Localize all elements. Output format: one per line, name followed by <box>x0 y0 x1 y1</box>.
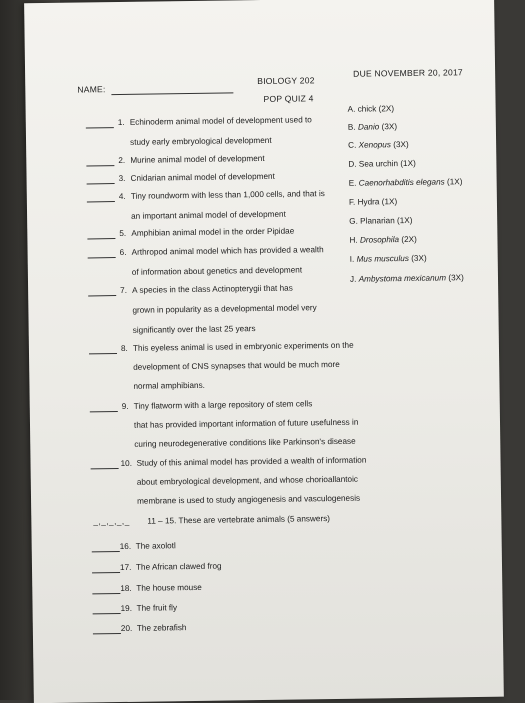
answer-blank-10 <box>91 468 119 469</box>
question-number: 16. <box>119 541 132 552</box>
question-text: about embryological development, and whose chorioallantoic <box>136 474 359 487</box>
choice-count: (2X) <box>378 104 395 114</box>
choice-name: Planarian <box>360 216 395 226</box>
question-text: Study of this animal model has provided a wealth of information <box>136 455 367 468</box>
question-text: Murine animal model of development <box>130 153 265 165</box>
answer-blank-6 <box>88 257 116 258</box>
choice-count: (1X) <box>381 197 398 207</box>
choice-letter: B. <box>347 122 356 132</box>
answer-blank-5 <box>87 238 115 239</box>
question-text: Tiny roundworm with less than 1,000 cells, and that is <box>130 189 325 201</box>
answer-blank-20 <box>93 633 121 634</box>
choice-item <box>349 216 412 226</box>
name-blank <box>111 92 233 95</box>
question-text: membrane is used to study angiogenesis and vasculogenesis <box>137 493 361 506</box>
question-number: 5. <box>119 228 127 239</box>
choice-count: (1X) <box>396 215 413 226</box>
choice-name: Xenopus <box>358 140 391 150</box>
answer-blank-7 <box>88 295 116 296</box>
question-text: grown in popularity as a developmental model very <box>132 303 317 315</box>
answer-blank-1 <box>86 127 114 128</box>
question-text: The zebrafish <box>136 623 187 633</box>
choice-item <box>349 197 397 207</box>
question-number: 7. <box>120 285 128 295</box>
choice-name: Hydra <box>357 197 380 207</box>
choice-item <box>349 177 463 188</box>
choice-name: Ambystoma mexicanum <box>358 273 447 284</box>
question-text: Cnidarian animal model of development <box>130 171 275 183</box>
question-number: 2. <box>118 155 126 166</box>
choice-count: (1X) <box>400 158 416 169</box>
choice-count: (3X) <box>393 139 409 150</box>
question-text: significantly over the last 25 years <box>132 324 256 335</box>
answer-blank-16 <box>92 551 120 552</box>
choice-letter: C. <box>348 140 357 150</box>
question-text: The house mouse <box>136 582 202 593</box>
question-number: 10. <box>120 458 133 469</box>
quiz-sheet <box>24 0 504 703</box>
choice-letter: F. <box>348 197 356 207</box>
name-label: NAME: <box>77 84 106 95</box>
answer-blank-3 <box>87 183 115 184</box>
choice-item <box>350 254 427 264</box>
question-text: This eyeless animal is used in embryonic experiments on the <box>132 340 354 353</box>
choice-name: Drosophila <box>359 235 400 245</box>
question-text: development of CNS synapses that would be much more <box>133 359 340 372</box>
question-text: A species in the class Actinopterygii that has <box>132 283 293 295</box>
choice-letter: J. <box>349 274 357 284</box>
question-number: 18. <box>120 583 132 594</box>
choice-count: (1X) <box>446 177 463 187</box>
choice-count: (3X) <box>381 122 398 132</box>
choice-item <box>348 104 395 114</box>
question-number: 8. <box>120 343 128 353</box>
question-number: 19. <box>120 603 133 614</box>
question-number: 3. <box>118 173 126 184</box>
choice-letter: E. <box>348 178 357 188</box>
choice-name: Sea urchin <box>358 159 399 169</box>
choice-letter: A. <box>347 104 356 114</box>
choice-item <box>349 235 416 245</box>
choice-letter: H. <box>349 235 358 245</box>
choice-count: (3X) <box>448 273 464 283</box>
question-text: an important animal model of development <box>131 209 286 221</box>
answer-blank-8 <box>89 353 117 354</box>
question-number: 1. <box>117 117 125 128</box>
choice-name: Mus musculus <box>356 253 409 264</box>
due-date: DUE NOVEMBER 20, 2017 <box>353 67 463 79</box>
choice-count: (3X) <box>411 253 427 263</box>
question-text: The axolotl <box>135 541 176 551</box>
choice-name: Caenorhabditis elegans <box>358 177 445 188</box>
question-number: 9. <box>121 401 129 411</box>
question-number: 20. <box>120 623 133 634</box>
group-prompt-label: 11 – 15. These are vertebrate animals (5 answers) <box>147 514 331 526</box>
choice-letter: I. <box>349 254 355 264</box>
choice-item <box>350 273 464 284</box>
choice-item <box>348 140 409 150</box>
question-text: Amphibian animal model in the order Pipidae <box>131 226 295 238</box>
choice-letter: G. <box>349 216 358 226</box>
choice-count: (2X) <box>401 234 417 245</box>
question-number: 6. <box>119 247 127 257</box>
choice-letter: D. <box>348 159 357 169</box>
choice-item <box>348 159 415 169</box>
choice-name: chick <box>357 104 377 114</box>
question-text: Echinoderm animal model of development used to <box>129 115 312 127</box>
choice-name: Danio <box>357 122 380 132</box>
question-text: The African clawed frog <box>135 561 222 572</box>
question-text: Arthropod animal model which has provided a wealth <box>131 245 324 257</box>
answer-blank-17 <box>92 572 120 573</box>
question-text: curing neurodegenerative conditions like Parkinson's disease <box>134 436 356 449</box>
course-title: BIOLOGY 202 <box>257 75 315 87</box>
answer-blank-19 <box>93 613 121 614</box>
answer-blank-4 <box>87 201 115 202</box>
question-text: of information about genetics and development <box>131 265 303 277</box>
answer-blank-2 <box>86 165 114 166</box>
question-text: that has provided important information of future usefulness in <box>133 417 359 430</box>
question-text: Tiny flatworm with a large repository of stem cells <box>133 399 313 411</box>
group-answer-blanks: _,_,_,_,_ <box>93 516 130 527</box>
question-number: 4. <box>118 191 126 202</box>
choice-item <box>348 122 397 132</box>
question-text: The fruit fly <box>136 603 178 613</box>
question-text: study early embryological development <box>130 135 272 147</box>
quiz-title: POP QUIZ 4 <box>263 93 314 104</box>
answer-blank-18 <box>92 593 120 594</box>
question-text: normal amphibians. <box>133 380 205 391</box>
answer-blank-9 <box>90 411 118 412</box>
question-number: 17. <box>119 562 132 573</box>
